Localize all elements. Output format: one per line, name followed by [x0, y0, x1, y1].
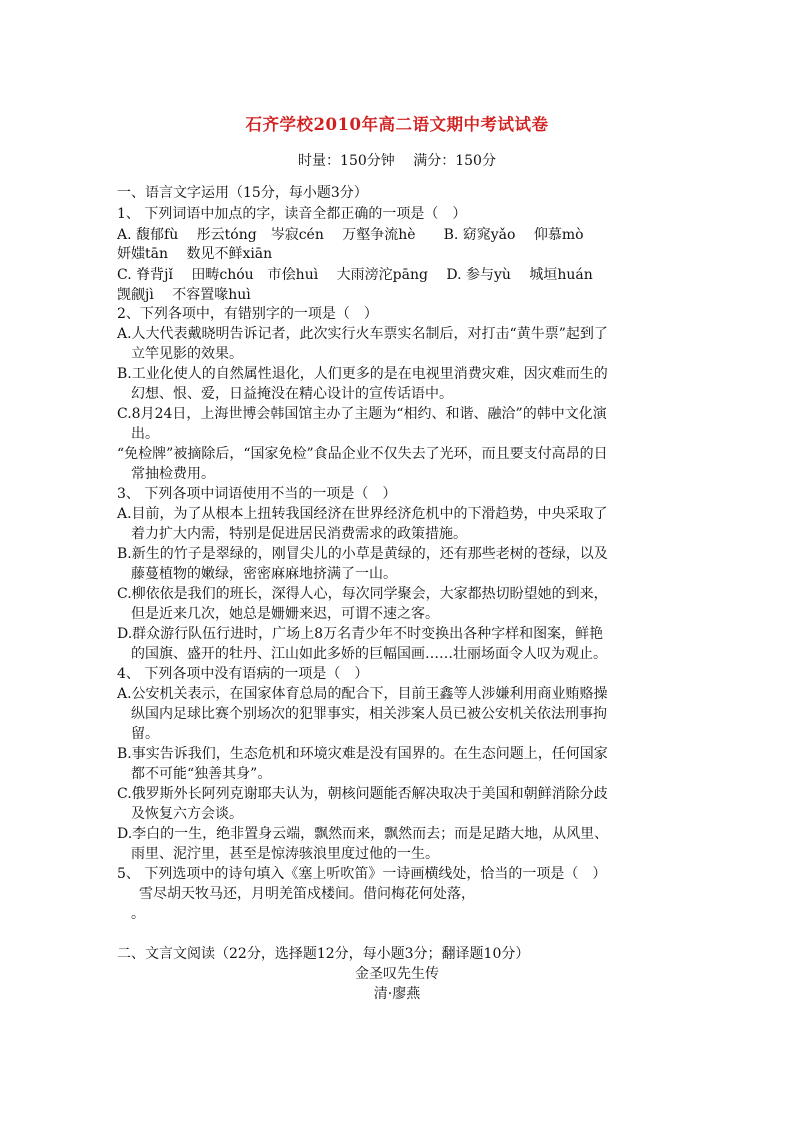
question-5-poem: 雪尽胡天牧马还，月明羌笛戍楼间。借问梅花何处落， — [139, 886, 475, 902]
question-3-option-b-cont: 藤蔓植物的嫩绿，密密麻麻地挤满了一山。 — [131, 566, 397, 582]
question-3-option-d: D.群众游行队伍行进时，广场上8万名青少年不时变换出各种字样和图案，鲜艳 — [117, 626, 604, 642]
question-4-option-b-cont: 都不可能“独善其身”。 — [131, 766, 272, 782]
question-4-option-d-cont: 雨里、泥泞里，甚至是惊涛骇浪里度过他的一生。 — [131, 846, 439, 862]
exam-meta: 时量：150分钟 满分：150分 — [298, 153, 496, 169]
question-3-option-c: C.柳依依是我们的班长，深得人心，每次同学聚会，大家都热切盼望她的到来， — [117, 586, 608, 602]
question-4-option-a: A.公安机关表示，在国家体育总局的配合下，目前王鑫等人涉嫌利用商业贿赂操 — [117, 686, 608, 702]
question-2-option-d-cont: 常抽检费用。 — [131, 466, 215, 482]
question-4-option-c-cont: 及恢复六方会谈。 — [131, 806, 243, 822]
question-3-option-d-cont: 的国旗、盛开的牡丹、江山如此多娇的巨幅国画……壮丽场面令人叹为观止。 — [131, 646, 607, 662]
question-2-option-b: B.工业化使人的自然属性退化，人们更多的是在电视里消费灾难，因灾难而生的 — [117, 366, 608, 382]
passage-title: 金圣叹先生传 — [355, 966, 439, 982]
question-2-option-d: “免检牌”被摘除后，“国家免检”食品企业不仅失去了光环，而且要支付高昂的日 — [117, 446, 608, 462]
question-5-stem: 5、 下列选项中的诗句填入《塞上听吹笛》一诗画横线处，恰当的一项是（ ） — [117, 866, 607, 882]
question-1-stem: 1、 下列词语中加点的字，读音全都正确的一项是（ ） — [117, 206, 467, 222]
question-2-option-a-cont: 立竿见影的效果。 — [131, 346, 243, 362]
question-2-option-b-cont: 幻想、恨、爱，日益掩没在精心设计的宣传话语中。 — [131, 386, 453, 402]
question-4-option-a-cont: 纵国内足球比赛个别场次的犯罪事实，相关涉案人员已被公安机关依法刑事拘 — [131, 706, 607, 722]
question-2-option-c: C.8月24日，上海世博会韩国馆主办了主题为“相约、和谐、融洽”的韩中文化演 — [117, 406, 607, 422]
question-3-option-b: B.新生的竹子是翠绿的，刚冒尖儿的小草是黄绿的，还有那些老树的苍绿，以及 — [117, 546, 608, 562]
passage-author: 清·廖燕 — [373, 986, 421, 1002]
question-1-option-c-cont: 觊觎jì 不容置喙huì — [117, 287, 251, 303]
question-3-option-a-cont: 着力扩大内需，特别是促进居民消费需求的政策措施。 — [131, 526, 467, 542]
section-1-heading: 一、语言文字运用（15分，每小题3分） — [117, 185, 368, 201]
exam-title: 石齐学校2010年高二语文期中考试试卷 — [245, 115, 549, 134]
question-1-option-a: A. 馥郁fù 彤云tóng 岑寂cén 万壑争流hè B. 窈窕yǎo 仰慕mò — [117, 227, 584, 243]
question-4-option-a-cont-2: 留。 — [131, 726, 159, 742]
question-1-option-a-cont: 妍媸tān 数见不鲜xiān — [117, 246, 273, 262]
question-4-option-b: B.事实告诉我们，生态危机和环境灾难是没有国界的。在生态问题上，任何国家 — [117, 746, 608, 762]
question-4-option-d: D.李白的一生，绝非置身云端，飘然而来，飘然而去；而是足踏大地，从风里、 — [117, 826, 609, 842]
question-4-option-c: C.俄罗斯外长阿列克谢耶夫认为，朝核问题能否解决取决于美国和朝鲜消除分歧 — [117, 786, 608, 802]
question-3-option-c-cont: 但是近来几次，她总是姗姗来迟，可谓不速之客。 — [131, 606, 439, 622]
question-5-poem-end: 。 — [131, 906, 145, 922]
question-3-stem: 3、 下列各项中词语使用不当的一项是（ ） — [117, 486, 397, 502]
question-2-option-c-cont: 出。 — [131, 426, 159, 442]
question-2-option-a: A.人大代表戴晓明告诉记者，此次实行火车票实名制后，对打击“黄牛票”起到了 — [117, 326, 608, 342]
question-2-stem: 2、下列各项中，有错别字的一项是（ ） — [117, 306, 378, 322]
question-1-option-c: C. 脊背jǐ 田畴chóu 市侩huì 大雨滂沱pāng D. 参与yù 城垣huán — [117, 267, 593, 283]
section-2-heading: 二、文言文阅读（22分，选择题12分，每小题3分；翻译题10分） — [117, 946, 530, 962]
question-4-stem: 4、 下列各项中没有语病的一项是（ ） — [117, 666, 369, 682]
question-3-option-a: A.目前，为了从根本上扭转我国经济在世界经济危机中的下滑趋势，中央采取了 — [117, 506, 608, 522]
